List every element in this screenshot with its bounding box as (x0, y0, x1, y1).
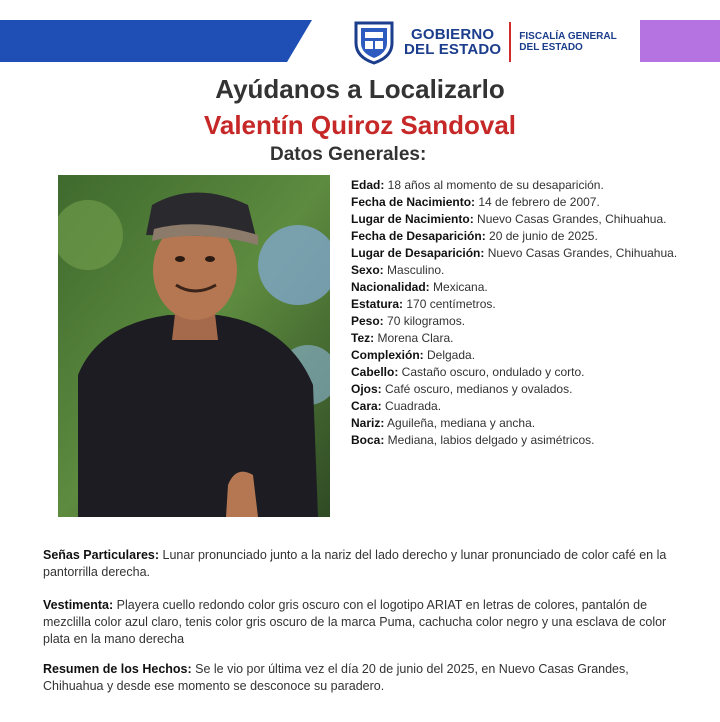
detail-row (351, 415, 711, 432)
senas-value: Lunar pronunciado junto a la nariz del lado derecho y lunar pronunciado de color café en la pantorrilla derecha. (43, 548, 667, 579)
detail-value: Café oscuro, medianos y ovalados. (381, 382, 573, 396)
detail-label: Nacionalidad: (351, 280, 430, 294)
detail-label: Edad: (351, 178, 385, 192)
detail-label: Cara: (351, 399, 382, 413)
detail-row (351, 398, 711, 415)
detail-row (351, 228, 711, 245)
missing-person-photo (58, 175, 330, 517)
detail-value: Aguileña, mediana y ancha. (384, 416, 536, 430)
detail-value: 18 años al momento de su desaparición. (384, 178, 604, 192)
gobierno-del-estado-wordmark (404, 27, 501, 57)
detail-row (351, 296, 711, 313)
detail-row (351, 245, 711, 262)
detail-row (351, 279, 711, 296)
senas-particulares (43, 547, 683, 581)
detail-row (351, 432, 711, 449)
detail-row (351, 330, 711, 347)
page-title: Ayúdanos a Localizarlo (215, 74, 505, 104)
detail-label: Lugar de Nacimiento: (351, 212, 474, 226)
detail-label: Lugar de Desaparición: (351, 246, 485, 260)
detail-label: Sexo: (351, 263, 384, 277)
detail-value: 70 kilogramos. (383, 314, 466, 328)
detail-value: Nuevo Casas Grandes, Chihuahua. (484, 246, 678, 260)
state-shield-icon (352, 19, 396, 65)
vestimenta-label: Vestimenta: (43, 598, 114, 612)
header-purple-band (640, 20, 720, 62)
fisc-line-2: DEL ESTADO (519, 42, 583, 53)
detail-row (351, 313, 711, 330)
gov-line-1: GOBIERNO (411, 26, 495, 43)
vestimenta (43, 597, 683, 648)
header-blue-band (0, 20, 312, 62)
detail-row (351, 194, 711, 211)
detail-label: Ojos: (351, 382, 382, 396)
detail-row (351, 262, 711, 279)
resumen-de-los-hechos (43, 661, 683, 695)
detail-value: Delgada. (423, 348, 476, 362)
vestimenta-value: Playera cuello redondo color gris oscuro con el logotipo ARIAT en letras de colores, pantalón de mezclilla color azul claro, tenis color gris oscuro de la marca Puma, cachucha color negro y una esclava de color plata en la mano derecha (43, 598, 667, 646)
detail-value: Cuadrada. (381, 399, 442, 413)
detail-value: 170 centímetros. (403, 297, 496, 311)
detail-value: Masculino. (383, 263, 445, 277)
person-photo-illustration (58, 175, 330, 517)
detail-value: Morena Clara. (374, 331, 454, 345)
detail-row (351, 211, 711, 228)
detail-value: 14 de febrero de 2007. (475, 195, 600, 209)
detail-value: Mexicana. (429, 280, 488, 294)
detail-label: Tez: (351, 331, 375, 345)
resumen-label: Resumen de los Hechos: (43, 662, 192, 676)
government-logo (352, 18, 617, 66)
senas-label: Señas Particulares: (43, 548, 160, 562)
detail-label: Peso: (351, 314, 384, 328)
gov-line-2: DEL ESTADO (404, 41, 502, 58)
general-data-list (351, 177, 711, 449)
detail-label: Cabello: (351, 365, 399, 379)
detail-value: 20 de junio de 2025. (485, 229, 598, 243)
detail-value: Castaño oscuro, ondulado y corto. (398, 365, 585, 379)
detail-value: Mediana, labios delgado y asimétricos. (384, 433, 595, 447)
detail-row (351, 177, 711, 194)
detail-label: Fecha de Nacimiento: (351, 195, 476, 209)
detail-label: Estatura: (351, 297, 404, 311)
logo-divider (509, 22, 511, 62)
detail-label: Fecha de Desaparición: (351, 229, 486, 243)
fiscalia-wordmark (519, 31, 616, 53)
detail-label: Boca: (351, 433, 385, 447)
detail-row (351, 347, 711, 364)
detail-value: Nuevo Casas Grandes, Chihuahua. (473, 212, 667, 226)
detail-label: Complexión: (351, 348, 424, 362)
detail-label: Nariz: (351, 416, 385, 430)
missing-person-name: Valentín Quiroz Sandoval (203, 110, 517, 140)
detail-row (351, 364, 711, 381)
section-title: Datos Generales: (270, 144, 427, 165)
fisc-line-1: FISCALÍA GENERAL (519, 31, 617, 42)
resumen-value: Se le vio por última vez el día 20 de junio del 2025, en Nuevo Casas Grandes, Chihuahua y desde ese momento se desconoce su paradero. (43, 662, 629, 693)
detail-row (351, 381, 711, 398)
